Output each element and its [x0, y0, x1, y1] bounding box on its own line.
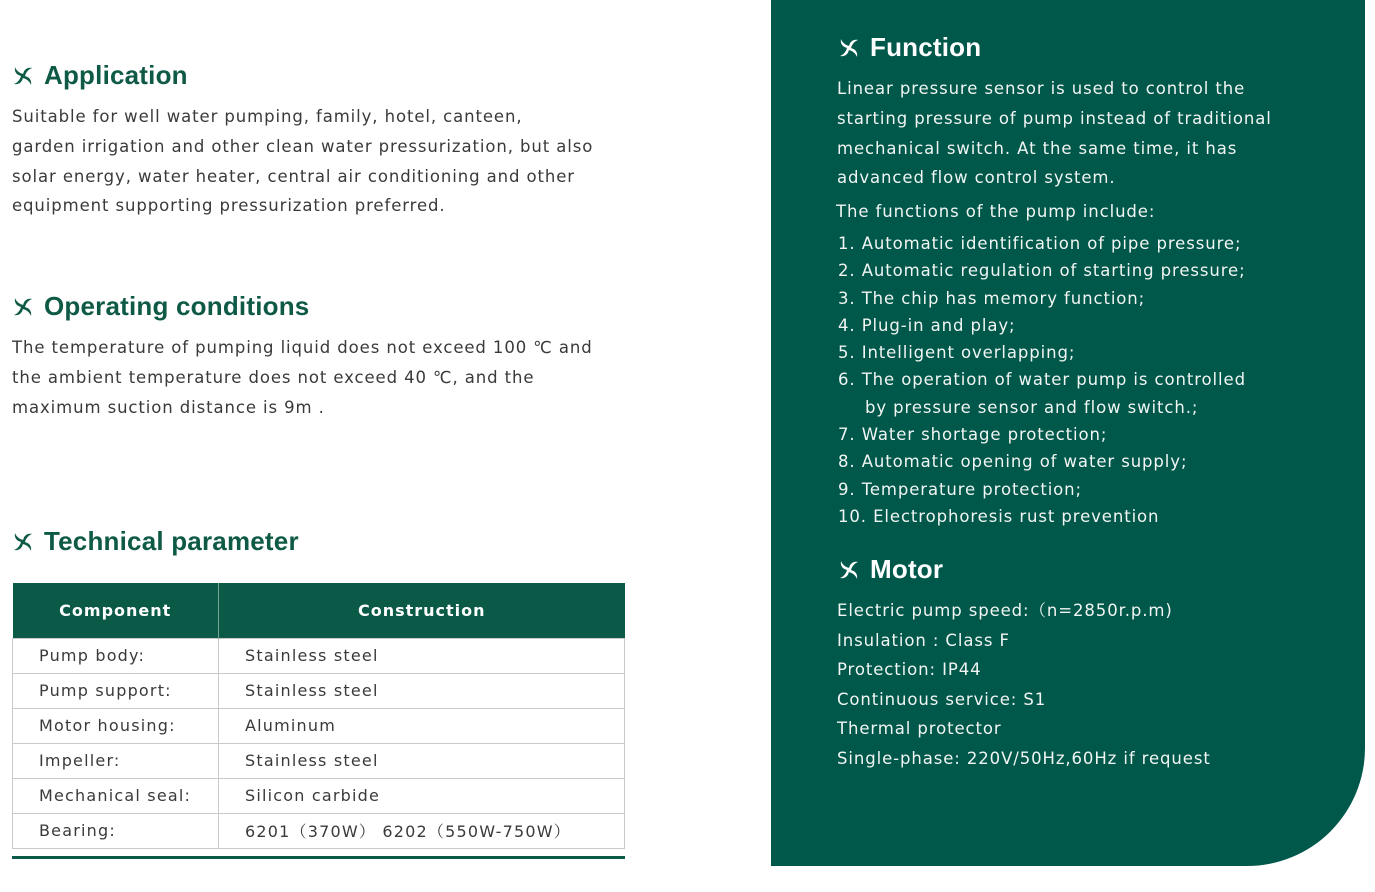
construction-cell: Stainless steel [219, 638, 625, 673]
table-bottom-rule [12, 856, 625, 859]
application-text: Suitable for well water pumping, family, hotel, canteen, garden irrigation and other clean water pressurization, but also solar energy, water heater, central air conditioning and other equipment supporting pressurization preferred. [12, 107, 594, 216]
function-list [838, 230, 1246, 530]
motor-spec-phase: Single-phase: 220V/50Hz,60Hz if request [837, 748, 1211, 768]
function-heading [838, 32, 981, 63]
list-item: 5. Intelligent overlapping; [838, 343, 1076, 363]
table-row [13, 743, 625, 778]
motor-spec-protection: Protection: IP44 [837, 660, 982, 680]
technical-heading [12, 526, 299, 557]
list-item-continuation: by pressure sensor and flow switch.; [865, 397, 1199, 417]
swirl-icon [12, 65, 34, 87]
function-text: Linear pressure sensor is used to control the starting pressure of pump instead of traditional mechanical switch. At the same time, it has advanced flow control system. [837, 79, 1272, 188]
table-row [13, 708, 625, 743]
component-cell: Impeller: [13, 743, 219, 778]
table-row [13, 778, 625, 813]
list-item: 6. The operation of water pump is controlled [838, 370, 1246, 390]
component-cell: Bearing: [13, 813, 219, 848]
table-row [13, 638, 625, 673]
header-construction: Construction [219, 583, 625, 638]
function-list-intro: The functions of the pump include: [836, 202, 1156, 221]
motor-spec-service: Continuous service: S1 [837, 689, 1047, 709]
component-cell: Pump support: [13, 673, 219, 708]
construction-cell: Silicon carbide [219, 778, 625, 813]
motor-heading [838, 554, 943, 585]
operating-heading [12, 291, 309, 322]
technical-title: Technical parameter [44, 526, 299, 556]
construction-cell: Aluminum [219, 708, 625, 743]
swirl-icon [838, 37, 860, 59]
motor-specs [837, 596, 1211, 774]
operating-title: Operating conditions [44, 291, 310, 321]
application-title: Application [44, 60, 188, 90]
header-component: Component [13, 583, 219, 638]
list-item: 10. Electrophoresis rust prevention [838, 506, 1160, 526]
component-cell: Mechanical seal: [13, 778, 219, 813]
construction-cell: 6201（370W） 6202（550W-750W） [219, 813, 625, 848]
table-row [13, 813, 625, 848]
motor-spec-thermal: Thermal protector [837, 719, 1002, 739]
table-header-row [13, 583, 625, 638]
swirl-icon [12, 531, 34, 553]
list-item: 9. Temperature protection; [838, 479, 1082, 499]
component-cell: Pump body: [13, 638, 219, 673]
swirl-icon [12, 296, 34, 318]
application-heading [12, 60, 188, 91]
table-row [13, 673, 625, 708]
motor-spec-speed: Electric pump speed:（n=2850r.p.m) [837, 601, 1173, 620]
list-item: 2. Automatic regulation of starting pressure; [838, 261, 1246, 281]
list-item: 3. The chip has memory function; [838, 288, 1146, 308]
swirl-icon [838, 559, 860, 581]
list-item: 7. Water shortage protection; [838, 425, 1108, 445]
construction-cell: Stainless steel [219, 743, 625, 778]
component-cell: Motor housing: [13, 708, 219, 743]
motor-title: Motor [870, 554, 944, 584]
motor-spec-insulation: Insulation : Class F [837, 630, 1010, 650]
list-item: 4. Plug-in and play; [838, 315, 1016, 335]
list-item: 1. Automatic identification of pipe pressure; [838, 234, 1242, 253]
operating-text: The temperature of pumping liquid does not exceed 100 ℃ and the ambient temperature does not exceed 40 ℃, and the maximum suction distance is 9m . [12, 338, 593, 417]
technical-table [12, 583, 625, 849]
function-title: Function [870, 32, 982, 62]
construction-cell: Stainless steel [219, 673, 625, 708]
list-item: 8. Automatic opening of water supply; [838, 452, 1188, 472]
